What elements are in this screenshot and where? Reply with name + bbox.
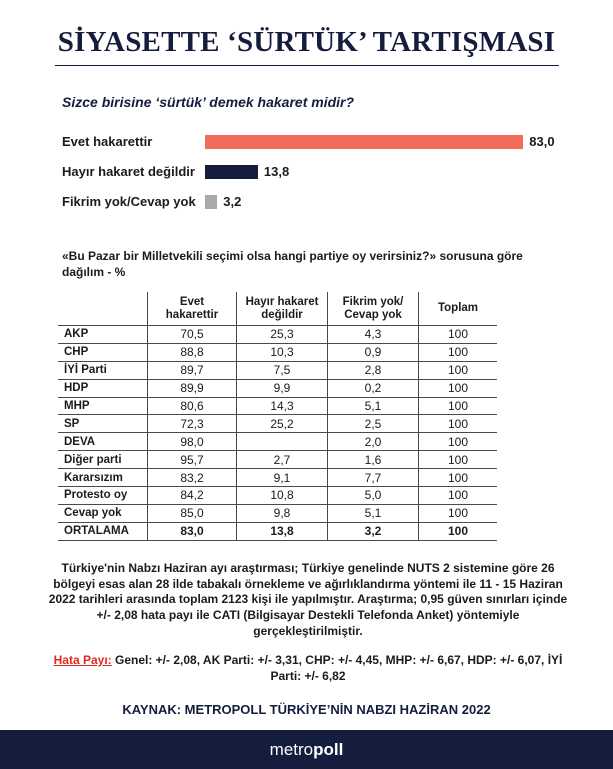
table-cell: 100 xyxy=(419,415,498,433)
table-cell: 100 xyxy=(419,326,498,344)
column-header-text: Evet xyxy=(179,295,205,308)
bar-chart xyxy=(0,130,613,230)
table-row xyxy=(58,504,497,522)
party-name: SP xyxy=(58,415,148,433)
table-title: «Bu Pazar bir Milletvekili seçimi olsa hangi partiye oy verirsiniz?» sorusuna göre dağılım - % xyxy=(62,249,523,279)
column-header-text: Hayır hakaret xyxy=(245,295,319,308)
party-name: İYİ Parti xyxy=(58,361,148,379)
column-header-hayir xyxy=(237,292,328,326)
table-cell: 25,3 xyxy=(237,326,328,344)
table-row xyxy=(58,415,497,433)
footer-bar xyxy=(0,730,613,769)
logo-part-poll: poll xyxy=(313,740,344,759)
table-cell: 2,8 xyxy=(328,361,419,379)
party-column-header xyxy=(58,292,148,326)
table-cell: 100 xyxy=(419,433,498,451)
bar-value-label: 3,2 xyxy=(223,194,242,209)
table-cell xyxy=(237,433,328,451)
table-cell: 10,3 xyxy=(237,343,328,361)
bar xyxy=(205,195,217,209)
table-cell: 25,2 xyxy=(237,415,328,433)
table-cell: 2,5 xyxy=(328,415,419,433)
table-cell: 9,9 xyxy=(237,379,328,397)
table-row xyxy=(58,397,497,415)
table-row xyxy=(58,379,497,397)
table-cell: 72,3 xyxy=(148,415,237,433)
table-cell: 9,1 xyxy=(237,469,328,487)
party-name: Protesto oy xyxy=(58,487,148,505)
party-name: Cevap yok xyxy=(58,504,148,522)
table-cell: 9,8 xyxy=(237,504,328,522)
methodology-note: Türkiye'nin Nabzı Haziran ayı araştırması; Türkiye genelinde NUTS 2 sistemine göre 26 bölgeyi esas alan 28 ilde tabakalı örnekleme ve ağırlıklandırma yöntemi ile 11 - 15 Haziran 2022 tarihleri arasında toplam 2123 kişi ile yapılmıştır. Araştırma; 0,95 güven sınırları içinde +/- 2,08 hata payı ile CATI (Bilgisayar Destekli Telefonda Anket) yöntemiyle gerçekleştirilmiştir. xyxy=(48,561,568,638)
page-title: SİYASETTE ‘SÜRTÜK’ TARTIŞMASI xyxy=(57,26,556,58)
table-header-row xyxy=(58,292,497,326)
column-header-toplam: Toplam xyxy=(419,292,498,326)
table-cell: 100 xyxy=(419,504,498,522)
table-row xyxy=(58,451,497,469)
table-row xyxy=(58,487,497,505)
table-cell: 100 xyxy=(419,343,498,361)
column-header-text: değildir xyxy=(261,308,303,321)
table-cell: 4,3 xyxy=(328,326,419,344)
table-cell: 98,0 xyxy=(148,433,237,451)
column-header-text: hakarettir xyxy=(165,308,219,321)
margin-of-error xyxy=(45,652,571,684)
column-header-fikrim-yok xyxy=(328,292,419,326)
logo-part-metro: metro xyxy=(269,740,314,759)
bar-value-label: 83,0 xyxy=(529,134,555,149)
results-table xyxy=(58,292,497,541)
party-name: Diğer parti xyxy=(58,451,148,469)
metropoll-logo xyxy=(0,740,613,760)
table-row xyxy=(58,522,497,540)
table-cell: 100 xyxy=(419,487,498,505)
table-cell: 100 xyxy=(419,397,498,415)
table-cell: 7,5 xyxy=(237,361,328,379)
margin-text: Genel: +/- 2,08, AK Parti: +/- 3,31, CHP: +/- 4,45, MHP: +/- 6,67, HDP: +/- 6,07, İYİ Parti: +/- 6,82 xyxy=(111,653,563,683)
party-name: MHP xyxy=(58,397,148,415)
table-row xyxy=(58,361,497,379)
party-name: ORTALAMA xyxy=(58,522,148,540)
party-name: HDP xyxy=(58,379,148,397)
bar xyxy=(205,135,523,149)
source-line: KAYNAK: METROPOLL TÜRKİYE’NİN NABZI HAZİRAN 2022 xyxy=(122,702,491,717)
table-cell: 100 xyxy=(419,361,498,379)
table-row xyxy=(58,326,497,344)
table-row xyxy=(58,343,497,361)
party-name: AKP xyxy=(58,326,148,344)
column-header-text: Cevap yok xyxy=(344,308,402,321)
table-cell: 89,7 xyxy=(148,361,237,379)
table-cell: 100 xyxy=(419,451,498,469)
table-body xyxy=(58,326,497,541)
table-cell: 89,9 xyxy=(148,379,237,397)
table-cell: 84,2 xyxy=(148,487,237,505)
table-cell: 85,0 xyxy=(148,504,237,522)
table-cell: 88,8 xyxy=(148,343,237,361)
table-cell: 1,6 xyxy=(328,451,419,469)
table-cell: 0,2 xyxy=(328,379,419,397)
table-cell: 2,0 xyxy=(328,433,419,451)
table-cell: 2,7 xyxy=(237,451,328,469)
table-cell: 5,1 xyxy=(328,397,419,415)
bar xyxy=(205,165,258,179)
column-header-text: Fikrim yok/ xyxy=(342,295,404,308)
margin-lead: Hata Payı: xyxy=(53,653,112,667)
table-cell: 0,9 xyxy=(328,343,419,361)
table-cell: 70,5 xyxy=(148,326,237,344)
party-name: DEVA xyxy=(58,433,148,451)
table-cell: 7,7 xyxy=(328,469,419,487)
table-cell: 100 xyxy=(419,522,498,540)
table-cell: 100 xyxy=(419,469,498,487)
table-cell: 10,8 xyxy=(237,487,328,505)
table-cell: 14,3 xyxy=(237,397,328,415)
bar-value-label: 13,8 xyxy=(263,164,290,179)
party-name: CHP xyxy=(58,343,148,361)
bar-category-label: Hayır hakaret değildir xyxy=(62,164,195,179)
party-name: Kararsızım xyxy=(58,469,148,487)
table-cell: 80,6 xyxy=(148,397,237,415)
table-cell: 83,0 xyxy=(148,522,237,540)
bar-category-label: Fikrim yok/Cevap yok xyxy=(62,194,196,209)
survey-question: Sizce birisine ‘sürtük’ demek hakaret midir? xyxy=(62,94,355,110)
column-header-evet xyxy=(148,292,237,326)
table-cell: 13,8 xyxy=(237,522,328,540)
bar-category-label: Evet hakarettir xyxy=(62,134,153,149)
table-row xyxy=(58,433,497,451)
title-divider xyxy=(55,65,559,66)
table-cell: 5,1 xyxy=(328,504,419,522)
table-cell: 3,2 xyxy=(328,522,419,540)
table-cell: 5,0 xyxy=(328,487,419,505)
table-cell: 83,2 xyxy=(148,469,237,487)
table-cell: 95,7 xyxy=(148,451,237,469)
table-row xyxy=(58,469,497,487)
table-cell: 100 xyxy=(419,379,498,397)
